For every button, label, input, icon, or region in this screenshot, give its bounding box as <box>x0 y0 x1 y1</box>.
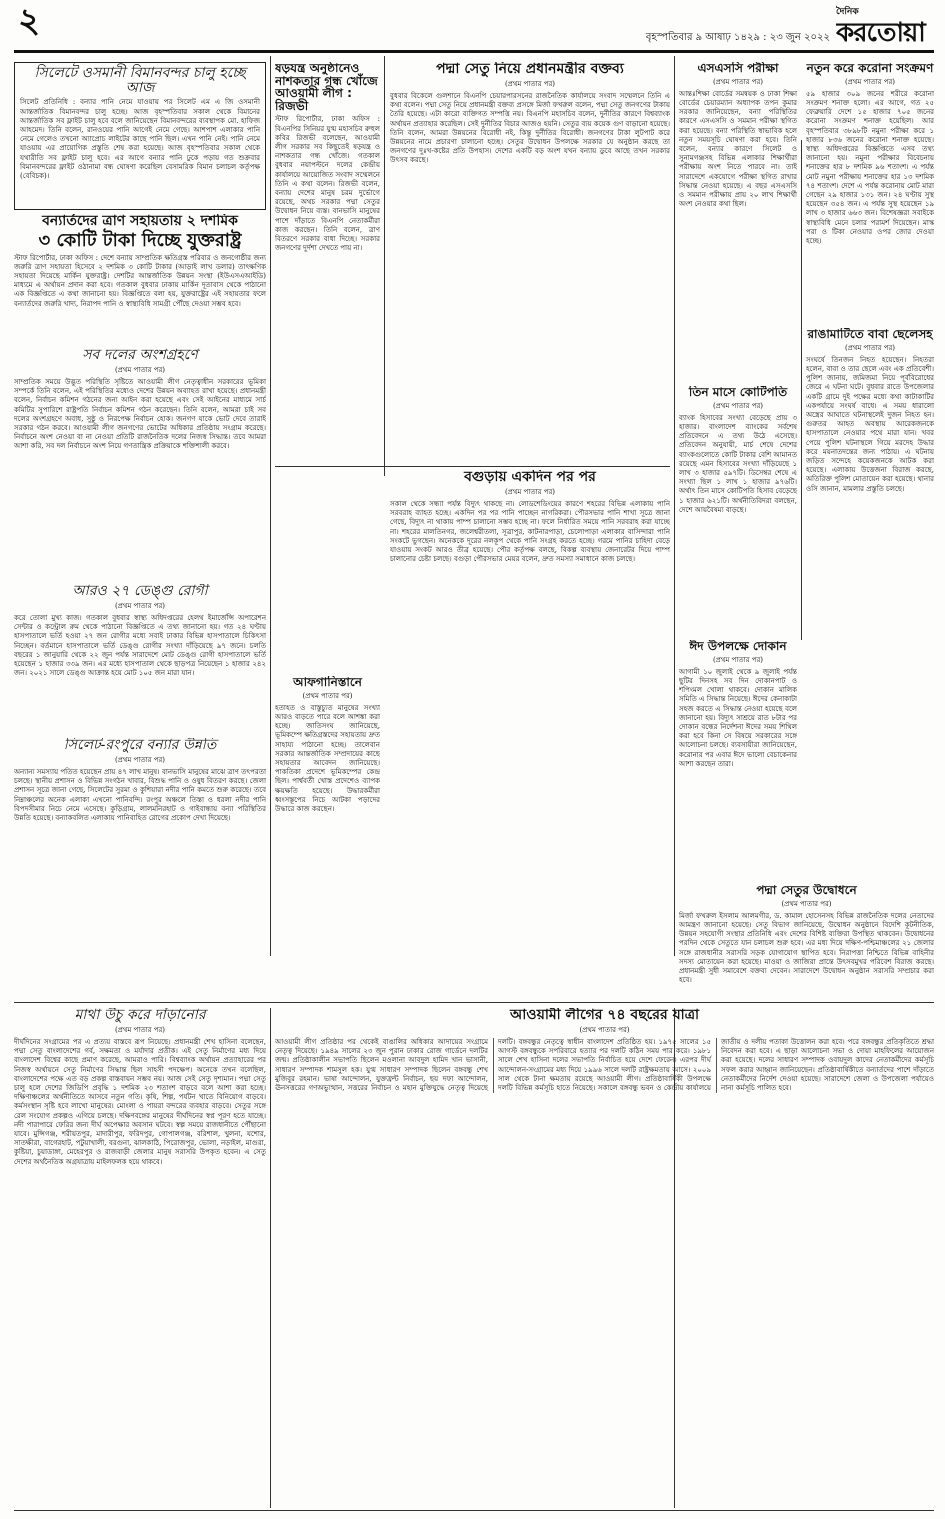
story-three-months <box>679 386 797 636</box>
story-head-high <box>14 1008 266 1508</box>
jump-line: (প্রথম পাতার পর) <box>712 655 764 664</box>
section-rule <box>275 466 670 467</box>
column-divider <box>270 56 271 956</box>
story-body: সিলেট প্রতিনিধি : বন্যার পানি নেমে যাওয়ায় পর সিলেট এম এ জি ওসমানী আন্তর্জাতিক বিমানবন্দর চালু হচ্ছে। আজ বৃহস্পতিবার সকাল থেকে বিমানের আন্তর্জাতিক সব ফ্লাইট চালু হবে বলে জানিয়েছেন বিমানবন্দরের ব্যবস্থাপক মো. হাফিজ আহমেদ। তিনি বলেন, রানওয়ের পানি আগেই নেমে গেছে। আশপাশ এলাকার পানি নেমে গেলেও তখনো অ্যাপ্রোচ লাইটের কাছে পানি ছিল। এখন পানি নেই। পানি নেমে যাওয়ায় এর প্রায়োগিক প্রস্তুতি শেষ করা হয়েছে। আজ বৃহস্পতিবার সকাল থেকে যথারীতি সব ফ্লাইট চালু হবে। এর আগে বন্যার পানি ঢুকে পড়ায় গত শুক্রবার বিমানবন্দরের ফ্লাইট ওঠানামা বন্ধ ঘোষণা করেছিল বেসামরিক বিমান চলাচল কর্তৃপক্ষ (বেবিচক)। <box>20 98 260 180</box>
story-dengue <box>14 584 266 734</box>
headline: তিন মাসে কোটিপতি <box>688 386 788 399</box>
jump-line: (প্রথম পাতার পর) <box>114 365 166 374</box>
story-us-relief <box>14 214 266 344</box>
story-body: ব্যাংক হিসাবের সংখ্যা বেড়েছে প্রায় ৩ হাজার। বাংলাদেশ ব্যাংকের সর্বশেষ প্রতিবেদনে এ তথ্য উঠে এসেছে। প্রতিবেদন অনুযায়ী, মার্চ শেষে দেশের ব্যাংকগুলোতে কোটি টাকার বেশি আমানত রয়েছে এমন হিসাবের সংখ্যা দাঁড়িয়েছে ১ লাখ ৩ হাজার ৫৯৭টি। ডিসেম্বর শেষে এ সংখ্যা ছিল ১ লাখ ১ হাজার ৯৭৬টি। অর্থাৎ তিন মাসে কোটিপতি হিসাব বেড়েছে ১ হাজার ৬২১টি। অর্থনীতিবিদরা বলছেন, দেশে আয়বৈষম্য বাড়ছে। <box>679 413 797 514</box>
jump-line: (প্রথম পাতার পর) <box>712 401 764 410</box>
headline: ঈদ উপলক্ষে দোকান <box>689 640 787 653</box>
story-sylhet-airport <box>14 62 266 210</box>
story-body: স্টাফ রিপোর্টার, ঢাকা অফিস : দেশে বন্যায় সাম্প্রতিক ক্ষতিগ্রস্ত পরিবার ও জনগোষ্ঠীর জন্য জরুরি ত্রাণ সহায়তা হিসেবে ২ দশমিক ৩ কোটি টাকার (আড়াই লাখ ডলার) তাৎক্ষণিক সহায়তা দিয়েছে মার্কিন যুক্তরাষ্ট্র। দেশটির আন্তর্জাতিক উন্নয়ন সংস্থা (ইউএসএআইডি) মাধ্যমে এ অর্থায়ন প্রদান করা হবে। গতকাল বুধবার ঢাকায় মার্কিন দূতাবাস থেকে পাঠানো এক বিজ্ঞপ্তিতে এ কথা জানানো হয়। বিজ্ঞপ্তিতে বলা হয়, যুক্তরাষ্ট্রের এই সহায়তার ফলে বন্যার্তদের জরুরি খাদ্য, নিরাপদ পানি ও স্বাস্থ্যবিধি সামগ্রী পৌঁছে দেওয়া সম্ভব হবে। <box>14 253 266 308</box>
story-eid-shop <box>679 640 797 880</box>
story-awami-74 <box>275 1008 934 1508</box>
headline: সিলেটে ওসমানী বিমানবন্দর চালু হচ্ছে আজ <box>34 65 246 96</box>
story-awami-net <box>275 62 380 672</box>
jump-line: (প্রথম পাতার পর) <box>114 1025 166 1034</box>
story-padma-pm <box>390 62 670 462</box>
headline-line1: বন্যার্তদের ত্রাণ সহায়তায় ২ দশমিক <box>42 214 238 229</box>
headline: আফগানিস্তানে <box>293 676 362 689</box>
headline: রাঙামাটিতে বাবা ছেলেসহ <box>807 328 933 341</box>
story-afghanistan <box>275 676 380 990</box>
jump-line: (প্রথম পাতার পর) <box>844 343 896 352</box>
story-body: আগামী ১০ জুলাই থেকে ৯ জুলাই পর্যন্ত ছুটির দিনসহ সব দিন দোকানপাট ও শপিংমল খোলা থাকবে। দোকান মালিক সমিতি এ সিদ্ধান্ত নিয়েছে। ঈদের কেনাকাটা সহজ করতে এ সিদ্ধান্ত নেওয়া হয়েছে বলে জানানো হয়। বিদ্যুৎ সাশ্রয়ে রাত ৮টার পর দোকান বন্ধের নির্দেশনা ঈদের সময় শিথিল করা হবে কিনা সে বিষয়ে সরকারের সঙ্গে আলোচনা চলছে। ব্যবসায়ীরা জানিয়েছেন, করোনার পর এবার ঈদে ভালো বেচাকেনার আশা করছেন তারা। <box>679 667 797 768</box>
story-body: ৫৯ হাজার ৩০৯ জনের শরীরে করোনা সংক্রমণ শনাক্ত হলো। এর আগে, গত ২৫ ফেব্রুয়ারি দেশে ১৫ হাজার ৭০৫ জনের করোনা সংক্রমণ শনাক্ত হয়েছিল। আর বৃহস্পতিবার ৩৮৯৮টি নমুনা পরীক্ষা করে ১ হাজার ৮৩৬ জনের করোনা শনাক্ত হয়েছে। স্বাস্থ্য অধিদপ্তরের বিজ্ঞপ্তিতে এসব তথ্য জানানো হয়। নমুনা পরীক্ষার বিবেচনায় শনাক্তের হার ৮ দশমিক ৯৬ শতাংশ। এ পর্যন্ত মোট নমুনা পরীক্ষায় শনাক্তের হার ১৩ দশমিক ৭৪ শতাংশ। দেশে এ পর্যন্ত করোনায় মোট মারা গেছেন ২৯ হাজার ১৩১ জন। ২৪ ঘণ্টায় সুস্থ হয়েছেন ৩৫৪ জন। এ পর্যন্ত সুস্থ হয়েছেন ১৯ লাখ ৩ হাজার ৬৬৩ জন। বিশেষজ্ঞরা সবাইকে স্বাস্থ্যবিধি মেনে চলার পরামর্শ দিয়েছেন। মাস্ক পরা ও টিকা নেওয়ার ওপর জোর দেওয়া হচ্ছে। <box>806 89 934 246</box>
story-all-party <box>14 348 266 580</box>
headline: পদ্মা সেতু নিয়ে প্রধানমন্ত্রীর বক্তব্য <box>436 62 624 77</box>
story-body: স্টাফ রিপোর্টার, ঢাকা অফিস : বিএনপির সিনিয়র যুগ্ম মহাসচিব রুহুল কবির রিজভী বলেছেন, আওয়ামী লীগ সরকার সব কিছুতেই ষড়যন্ত্র ও নাশকতার গন্ধ খোঁজে। গতকাল বুধবার নয়াপল্টনে দলের কেন্দ্রীয় কার্যালয়ে আয়োজিত সংবাদ সম্মেলনে তিনি এ কথা বলেন। রিজভী বলেন, বন্যায় দেশের মানুষ চরম দুর্ভোগে রয়েছে, অথচ সরকার পদ্মা সেতুর উদ্বোধন নিয়ে ব্যস্ত। বানভাসি মানুষের পাশে দাঁড়াতে বিএনপি নেতাকর্মীরা কাজ করছেন। তিনি বলেন, ত্রাণ বিতরণে সরকার বাধা দিচ্ছে। সরকার জনগণের দুর্দশা দেখতে পায় না। <box>275 115 380 253</box>
column-divider <box>801 140 802 640</box>
headline: সব দলের অংশগ্রহণে <box>82 348 198 363</box>
jump-line: (প্রথম পাতার পর) <box>504 487 556 496</box>
footer-rule <box>14 1510 934 1511</box>
story-body: অন্যান্য সমস্যায় পতিত হয়েছেন প্রায় ৪৭ লাখ মানুষ। বানভাসি মানুষের মাঝে ত্রাণ তৎপরতা চলছে। স্থানীয় প্রশাসন ও বিভিন্ন সংগঠন খাবার, বিশুদ্ধ পানি ও ওষুধ বিতরণ করছে। জেলা প্রশাসন সূত্রে জানা গেছে, সিলেটের সুরমা ও কুশিয়ারা নদীর পানি কমতে শুরু করেছে। তবে নিম্নাঞ্চলের অনেক এলাকা এখনো পানিবন্দি। রংপুর অঞ্চলে তিস্তা ও ধরলা নদীর পানি বিপদসীমার নিচে নেমে এসেছে। কুড়িগ্রাম, লালমনিরহাট ও গাইবান্ধায় বন্যা পরিস্থিতির উন্নতি হয়েছে। বন্যাকবলিত এলাকায় পানিবাহিত রোগের প্রকোপ দেখা দিয়েছে। <box>14 767 266 822</box>
page-number: ২ <box>18 4 41 38</box>
story-body: সকাল থেকে সন্ধ্যা পর্যন্ত বিদ্যুৎ থাকছে না। লোডশেডিংয়ের কারণে শহরের বিভিন্ন এলাকায় পানি সরবরাহ ব্যাহত হচ্ছে। একদিন পর পর পানি পাচ্ছেন নাগরিকরা। পৌরসভার পানি শাখা সূত্রে জানা গেছে, বিদ্যুৎ না থাকায় পাম্প চালানো সম্ভব হচ্ছে না। ফলে নির্ধারিত সময়ে পানি সরবরাহ করা যাচ্ছে না। শহরের মালতিনগর, জলেশ্বরীতলা, সূত্রাপুর, কাটনারপাড়া, চেলোপাড়া এলাকার বাসিন্দারা পানি সংকটে ভুগছেন। অনেককে দূরের নলকূপ থেকে পানি সংগ্রহ করতে হচ্ছে। গরমে পানির চাহিদা বেড়ে যাওয়ায় সংকট আরও তীব্র হয়েছে। পৌর কর্তৃপক্ষ বলছে, বিকল্প ব্যবস্থায় জেনারেটর দিয়ে পাম্প চালানোর চেষ্টা চলছে। বগুড়া পৌরসভার মেয়র বলেন, দ্রুত সমস্যা সমাধানে কাজ চলছে। <box>390 499 670 564</box>
jump-line: (প্রথম পাতার পর) <box>781 899 832 908</box>
story-ssc <box>679 62 797 382</box>
story-body: দীর্ঘদিনের সংগ্রামের পর এ প্রত্যয় বাস্তবে রূপ নিয়েছে। প্রধানমন্ত্রী শেখ হাসিনা বলেছেন, পদ্মা সেতু বাংলাদেশের গর্ব, সক্ষমতা ও মর্যাদার প্রতীক। এই সেতু নির্মাণের মধ্য দিয়ে বাংলাদেশ বিশ্বের কাছে প্রমাণ করেছে, আমরাও পারি। বিশ্বব্যাংক অর্থায়ন প্রত্যাহারের পর নিজস্ব অর্থায়নে সেতু নির্মাণের সিদ্ধান্ত ছিল সাহসী পদক্ষেপ। অনেকে তখন বলেছিল, বাংলাদেশের পক্ষে এত বড় প্রকল্প বাস্তবায়ন সম্ভব নয়। আজ সেই সেতু দৃশ্যমান। পদ্মা সেতু চালু হলে দেশের জিডিপি প্রবৃদ্ধি ১ দশমিক ২৩ শতাংশ বাড়বে বলে আশা করা হচ্ছে। দক্ষিণাঞ্চলের অর্থনীতিতে আসবে নতুন গতি। কৃষি, শিল্প, পর্যটন খাতে বিনিয়োগ বাড়বে। কর্মসংস্থান সৃষ্টি হবে লাখো মানুষের। মোংলা ও পায়রা বন্দরের ব্যবহার বাড়বে। সেতুর সঙ্গে রেল সংযোগ প্রকল্পও এগিয়ে চলছে। দক্ষিণবঙ্গের মানুষের দীর্ঘদিনের স্বপ্ন পূরণ হতে যাচ্ছে। নদী পারাপারে ফেরির জন্য দীর্ঘ অপেক্ষার অবসান ঘটবে। স্বল্প সময়ে রাজধানীতে পৌঁছানো যাবে। মুন্সিগঞ্জ, শরীয়তপুর, মাদারীপুর, ফরিদপুর, গোপালগঞ্জ, বরিশাল, খুলনা, যশোর, সাতক্ষীরা, বাগেরহাট, পটুয়াখালী, বরগুনা, ঝালকাঠি, পিরোজপুর, ভোলা, নড়াইল, মাগুরা, কুষ্টিয়া, চুয়াডাঙ্গা, মেহেরপুর ও রাজবাড়ী জেলার মানুষ সরাসরি উপকৃত হবেন। এ সেতু দেশের অর্থনৈতিক অগ্রযাত্রায় মাইলফলক হয়ে থাকবে। <box>14 1037 266 1166</box>
masthead-logo <box>836 4 936 48</box>
story-body: আন্তঃশিক্ষা বোর্ডের সমন্বয়ক ও ঢাকা শিক্ষা বোর্ডের চেয়ারম্যান অধ্যাপক তপন কুমার সরকার জানিয়েছেন, বন্যা পরিস্থিতির কারণে এসএসসি ও সমমান পরীক্ষা স্থগিত করা হয়েছে। বন্যা পরিস্থিতি স্বাভাবিক হলে নতুন সময়সূচি ঘোষণা করা হবে। তিনি বলেন, বন্যার কারণে সিলেট ও সুনামগঞ্জসহ বিভিন্ন এলাকার শিক্ষার্থীরা পরীক্ষায় অংশ নিতে পারবে না। তাই সারাদেশে একযোগে পরীক্ষা স্থগিত রাখার সিদ্ধান্ত নেওয়া হয়েছে। এ বছর এসএসসি ও সমমান পরীক্ষায় প্রায় ২০ লাখ শিক্ষার্থী অংশ নেওয়ার কথা ছিল। <box>679 89 797 209</box>
jump-line: (প্রথম পাতার পর) <box>844 77 896 86</box>
story-body: আওয়ামী লীগ প্রতিষ্ঠার পর থেকেই বাঙালির অধিকার আদায়ের সংগ্রামে নেতৃত্ব দিয়েছে। ১৯৪৯ সালের ২৩ জুন পুরান ঢাকার রোজ গার্ডেনে দলটির জন্ম। প্রতিষ্ঠাকালীন সভাপতি ছিলেন মওলানা আবদুল হামিদ খান ভাসানী, সাধারণ সম্পাদক শামসুল হক। যুগ্ম সাধারণ সম্পাদক ছিলেন বঙ্গবন্ধু শেখ মুজিবুর রহমান। ভাষা আন্দোলন, যুক্তফ্রন্ট নির্বাচন, ছয় দফা আন্দোলন, ঊনসত্তরের গণঅভ্যুত্থান, সত্তরের নির্বাচন ও মহান মুক্তিযুদ্ধে নেতৃত্ব দিয়েছে দলটি। বঙ্গবন্ধুর নেতৃত্বে স্বাধীন বাংলাদেশ প্রতিষ্ঠিত হয়। ১৯৭৫ সালের ১৫ আগস্ট বঙ্গবন্ধুকে সপরিবারে হত্যার পর দলটি কঠিন সময় পার করে। ১৯৮১ সালে শেখ হাসিনা দলের সভাপতি নির্বাচিত হয়ে দেশে ফেরেন। এরপর দীর্ঘ আন্দোলন-সংগ্রামের মধ্য দিয়ে ১৯৯৬ সালে দলটি রাষ্ট্রক্ষমতায় আসে। ২০০৯ সাল থেকে টানা ক্ষমতায় রয়েছে আওয়ামী লীগ। প্রতিষ্ঠাবার্ষিকী উপলক্ষে দলটি বিভিন্ন কর্মসূচি হাতে নিয়েছে। সকালে বঙ্গবন্ধু ভবন ও কেন্দ্রীয় কার্যালয়ে জাতীয় ও দলীয় পতাকা উত্তোলন করা হবে। পরে বঙ্গবন্ধুর প্রতিকৃতিতে শ্রদ্ধা নিবেদন করা হবে। এ ছাড়া আলোচনা সভা ও দোয়া মাহফিলের আয়োজন করা হয়েছে। দলের সাধারণ সম্পাদক ওবায়দুল কাদের নেতাকর্মীদের কর্মসূচি সফল করার আহ্বান জানিয়েছেন। প্রতিষ্ঠাবার্ষিকীতে বন্যার্তদের পাশে দাঁড়াতে নেতাকর্মীদের নির্দেশ দেওয়া হয়েছে। সারাদেশে জেলা ও উপজেলা পর্যায়েও নানা কর্মসূচি পালিত হবে। <box>275 1037 934 1092</box>
story-body: বুধবার বিকেলে গুলশানে বিএনপি চেয়ারপারসনের রাজনৈতিক কার্যালয়ে সংবাদ সম্মেলনে তিনি এ কথা বলেন। পদ্মা সেতু নিয়ে প্রধানমন্ত্রী বক্তব্য প্রসঙ্গে মির্জা ফখরুল বলেন, পদ্মা সেতু জনগণের টাকায় তৈরি হয়েছে। এটা কারো ব্যক্তিগত সম্পত্তি নয়। বিএনপি মহাসচিব বলেন, দুর্নীতির কারণে বিশ্বব্যাংক অর্থায়ন প্রত্যাহার করেছিল। সেই দুর্নীতির বিচার আজও হয়নি। সেতুর ব্যয় কয়েক গুণ বাড়ানো হয়েছে। তিনি বলেন, আমরা উন্নয়নের বিরোধী নই, কিন্তু দুর্নীতির বিরোধী। জনগণের টাকা লুটপাট করে উন্নয়নের নামে প্রচারণা চালানো হচ্ছে। সেতুর উদ্বোধন উপলক্ষে সরকার যে অনুষ্ঠান করছে তা জনগণের দুঃখ-কষ্টের প্রতি উপহাস। দেশের একটি বড় অংশ যখন বন্যায় ডুবে আছে তখন সরকার উৎসব করছে। <box>390 91 670 165</box>
story-bogura <box>390 470 670 990</box>
headline: বগুড়ায় একদিন পর পর <box>464 470 596 485</box>
headline-line2: ৩ কোটি টাকা দিচ্ছে যুক্তরাষ্ট্র <box>38 229 242 251</box>
headline: নতুন করে করোনা সংক্রমণ <box>806 62 934 75</box>
story-body: সাম্প্রতিক সময়ে উদ্ভূত পরিস্থিতি সৃষ্টিতে আওয়ামী লীগ নেতৃত্বাধীন সরকারের ভূমিকা সম্পর্কে তিনি বলেন, এই পরিস্থিতির মধ্যেও দেশের উন্নয়ন অব্যাহত রাখা হয়েছে। প্রধানমন্ত্রী বলেন, নির্বাচন কমিশন গঠনের জন্য আইন করা হয়েছে এবং সেই আইনের মাধ্যমে সার্চ কমিটির সুপারিশে রাষ্ট্রপতি নির্বাচন কমিশন গঠন করেছেন। তিনি বলেন, আমরা চাই সব দলের অংশগ্রহণে অবাধ, সুষ্ঠু ও নিরপেক্ষ নির্বাচন হোক। জনগণ যাকে ভোট দেবে তারাই সরকার গঠন করবে। আওয়ামী লীগ জনগণের ভোটের অধিকার প্রতিষ্ঠায় সংগ্রাম করেছে। নির্বাচনে অংশ নেওয়া বা না নেওয়া প্রতিটি রাজনৈতিক দলের নিজস্ব সিদ্ধান্ত। তবে আমরা আশা করি, সব দল নির্বাচনে অংশ নিয়ে গণতান্ত্রিক প্রক্রিয়াকে শক্তিশালী করবে। <box>14 377 266 451</box>
jump-line: (প্রথম পাতার পর) <box>114 755 166 764</box>
story-body: হতাহত ও বাস্তুচ্যুত মানুষের সংখ্যা আরও বাড়তে পারে বলে আশঙ্কা করা হচ্ছে। জাতিসংঘ জানিয়েছে, ভূমিকম্পে ক্ষতিগ্রস্তদের সহায়তায় দ্রুত সাহায্য পাঠানো হচ্ছে। তালেবান সরকার আন্তর্জাতিক সম্প্রদায়ের কাছে সহায়তার আবেদন জানিয়েছে। পাকতিকা প্রদেশে ভূমিকম্পের কেন্দ্র ছিল। পার্শ্ববর্তী খোস্ত প্রদেশেও ব্যাপক ক্ষয়ক্ষতি হয়েছে। উদ্ধারকর্মীরা ধ্বংসস্তূপের নিচে আটকা পড়াদের উদ্ধারে কাজ করছেন। <box>275 703 380 814</box>
headline: পদ্মা সেতুর উদ্বোধনে <box>756 884 857 897</box>
headline: মাথা উঁচু করে দাঁড়ানোর <box>74 1008 206 1023</box>
story-sylhet-rangpur <box>14 738 266 990</box>
story-padma-open <box>679 884 934 990</box>
logo-small-text: দৈনিক <box>836 7 859 17</box>
headline: সিলেট-রংপুরে বন্যার উন্নতি <box>63 738 217 753</box>
story-corona <box>806 62 934 324</box>
logo-big-text: করতোয়া <box>836 18 925 48</box>
jump-line: (প্রথম পাতার পর) <box>712 77 764 86</box>
jump-line: (প্রথম পাতার পর) <box>504 79 556 88</box>
column-divider <box>270 1008 271 1508</box>
headline: ষড়যন্ত্র অনুষ্ঠানেও নাশকতার গন্ধ খোঁজে আওয়ামী লীগ : রিজভী <box>275 62 378 113</box>
story-body: সংঘর্ষে তিনজন নিহত হয়েছেন। নিহতরা হলেন, বাবা ও তার ছেলে এবং এক প্রতিবেশী। পুলিশ জানায়, জমিজমা নিয়ে পূর্ববিরোধের জেরে এ ঘটনা ঘটে। বুধবার রাতে উপজেলার একটি গ্রামে দুই পক্ষের মধ্যে কথা কাটাকাটির একপর্যায়ে সংঘর্ষ বাধে। এ সময় ধারালো অস্ত্রের আঘাতে ঘটনাস্থলেই দুজন নিহত হন। গুরুতর আহত অবস্থায় আরেকজনকে হাসপাতালে নেওয়ার পথে মারা যান। খবর পেয়ে পুলিশ ঘটনাস্থলে গিয়ে মরদেহ উদ্ধার করে ময়নাতদন্তের জন্য পাঠায়। এ ঘটনায় জড়িত সন্দেহে কয়েকজনকে আটক করা হয়েছে। এলাকায় উত্তেজনা বিরাজ করছে, অতিরিক্ত পুলিশ মোতায়েন করা হয়েছে। থানার ওসি জানান, মামলার প্রস্তুতি চলছে। <box>806 355 934 493</box>
jump-line: (প্রথম পাতার পর) <box>114 601 166 610</box>
column-divider <box>384 56 385 476</box>
story-body: মির্জা ফখরুল ইসলাম আলমগীর, ড. কামাল হোসেনসহ বিভিন্ন রাজনৈতিক দলের নেতাদের আমন্ত্রণ জানানো হয়েছে। সেতু বিভাগ জানিয়েছে, উদ্বোধন অনুষ্ঠানে বিদেশি কূটনীতিক, উন্নয়ন সহযোগী সংস্থার প্রতিনিধি এবং দেশের বিশিষ্ট ব্যক্তিরা উপস্থিত থাকবেন। উদ্বোধনের পরদিন থেকে সেতুতে যান চলাচল শুরু হবে। এর মধ্য দিয়ে দক্ষিণ-পশ্চিমাঞ্চলের ২১ জেলার সঙ্গে রাজধানীর সরাসরি সড়ক যোগাযোগ স্থাপিত হবে। নিরাপত্তা নিশ্চিতে বিভিন্ন বাহিনীর সদস্য মোতায়েন করা হয়েছে। মাওয়া ও জাজিরা প্রান্তে উৎসবমুখর পরিবেশ বিরাজ করছে। প্রধানমন্ত্রী সুধী সমাবেশে বক্তব্য দেবেন। সারাদেশে উদ্বোধন অনুষ্ঠান সরাসরি সম্প্রচার করা হবে। <box>679 911 934 985</box>
headline: আওয়ামী লীগের ৭৪ বছরের যাত্রা <box>509 1008 700 1023</box>
section-rule <box>14 1002 934 1003</box>
headline: আরও ২৭ ডেঙ্গু রোগী <box>72 584 208 599</box>
header-rule <box>14 50 934 53</box>
headline: এসএসসি পরীক্ষা <box>697 62 779 75</box>
date-line: বৃহস্পতিবার ৯ আষাঢ় ১৪২৯ : ২৩ জুন ২০২২ <box>645 32 830 43</box>
column-divider <box>674 56 675 956</box>
story-body: করে তোলা মুখ্য কাজ। গতকাল বুধবার স্বাস্থ্য অধিদপ্তরের হেলথ ইমার্জেন্সি অপারেশন সেন্টার ও কন্ট্রোল রুম থেকে পাঠানো বিজ্ঞপ্তিতে এ তথ্য জানানো হয়। গত ২৪ ঘণ্টায় হাসপাতালে ভর্তি হওয়া ২৭ জন রোগীর মধ্যে সবাই ঢাকার বিভিন্ন হাসপাতালে চিকিৎসা নিচ্ছেন। বর্তমানে হাসপাতালে ভর্তি ডেঙ্গু রোগীর সংখ্যা দাঁড়িয়েছে ৯৭ জনে। চলতি বছরের ১ জানুয়ারি থেকে ২২ জুন পর্যন্ত সারাদেশে মোট ডেঙ্গু রোগী হাসপাতালে ভর্তি হয়েছেন ১ হাজার ৩৩৯ জন। এর মধ্যে হাসপাতাল থেকে ছাড়পত্র নিয়েছেন ১ হাজার ২৪২ জন। ২০২১ সালে ডেঙ্গু আক্রান্ত হয়ে মোট ১০৫ জন মারা যান। <box>14 613 266 678</box>
jump-line: (প্রথম পাতার পর) <box>302 691 353 700</box>
jump-line: (প্রথম পাতার পর) <box>579 1025 630 1034</box>
story-rangamati <box>806 328 934 640</box>
